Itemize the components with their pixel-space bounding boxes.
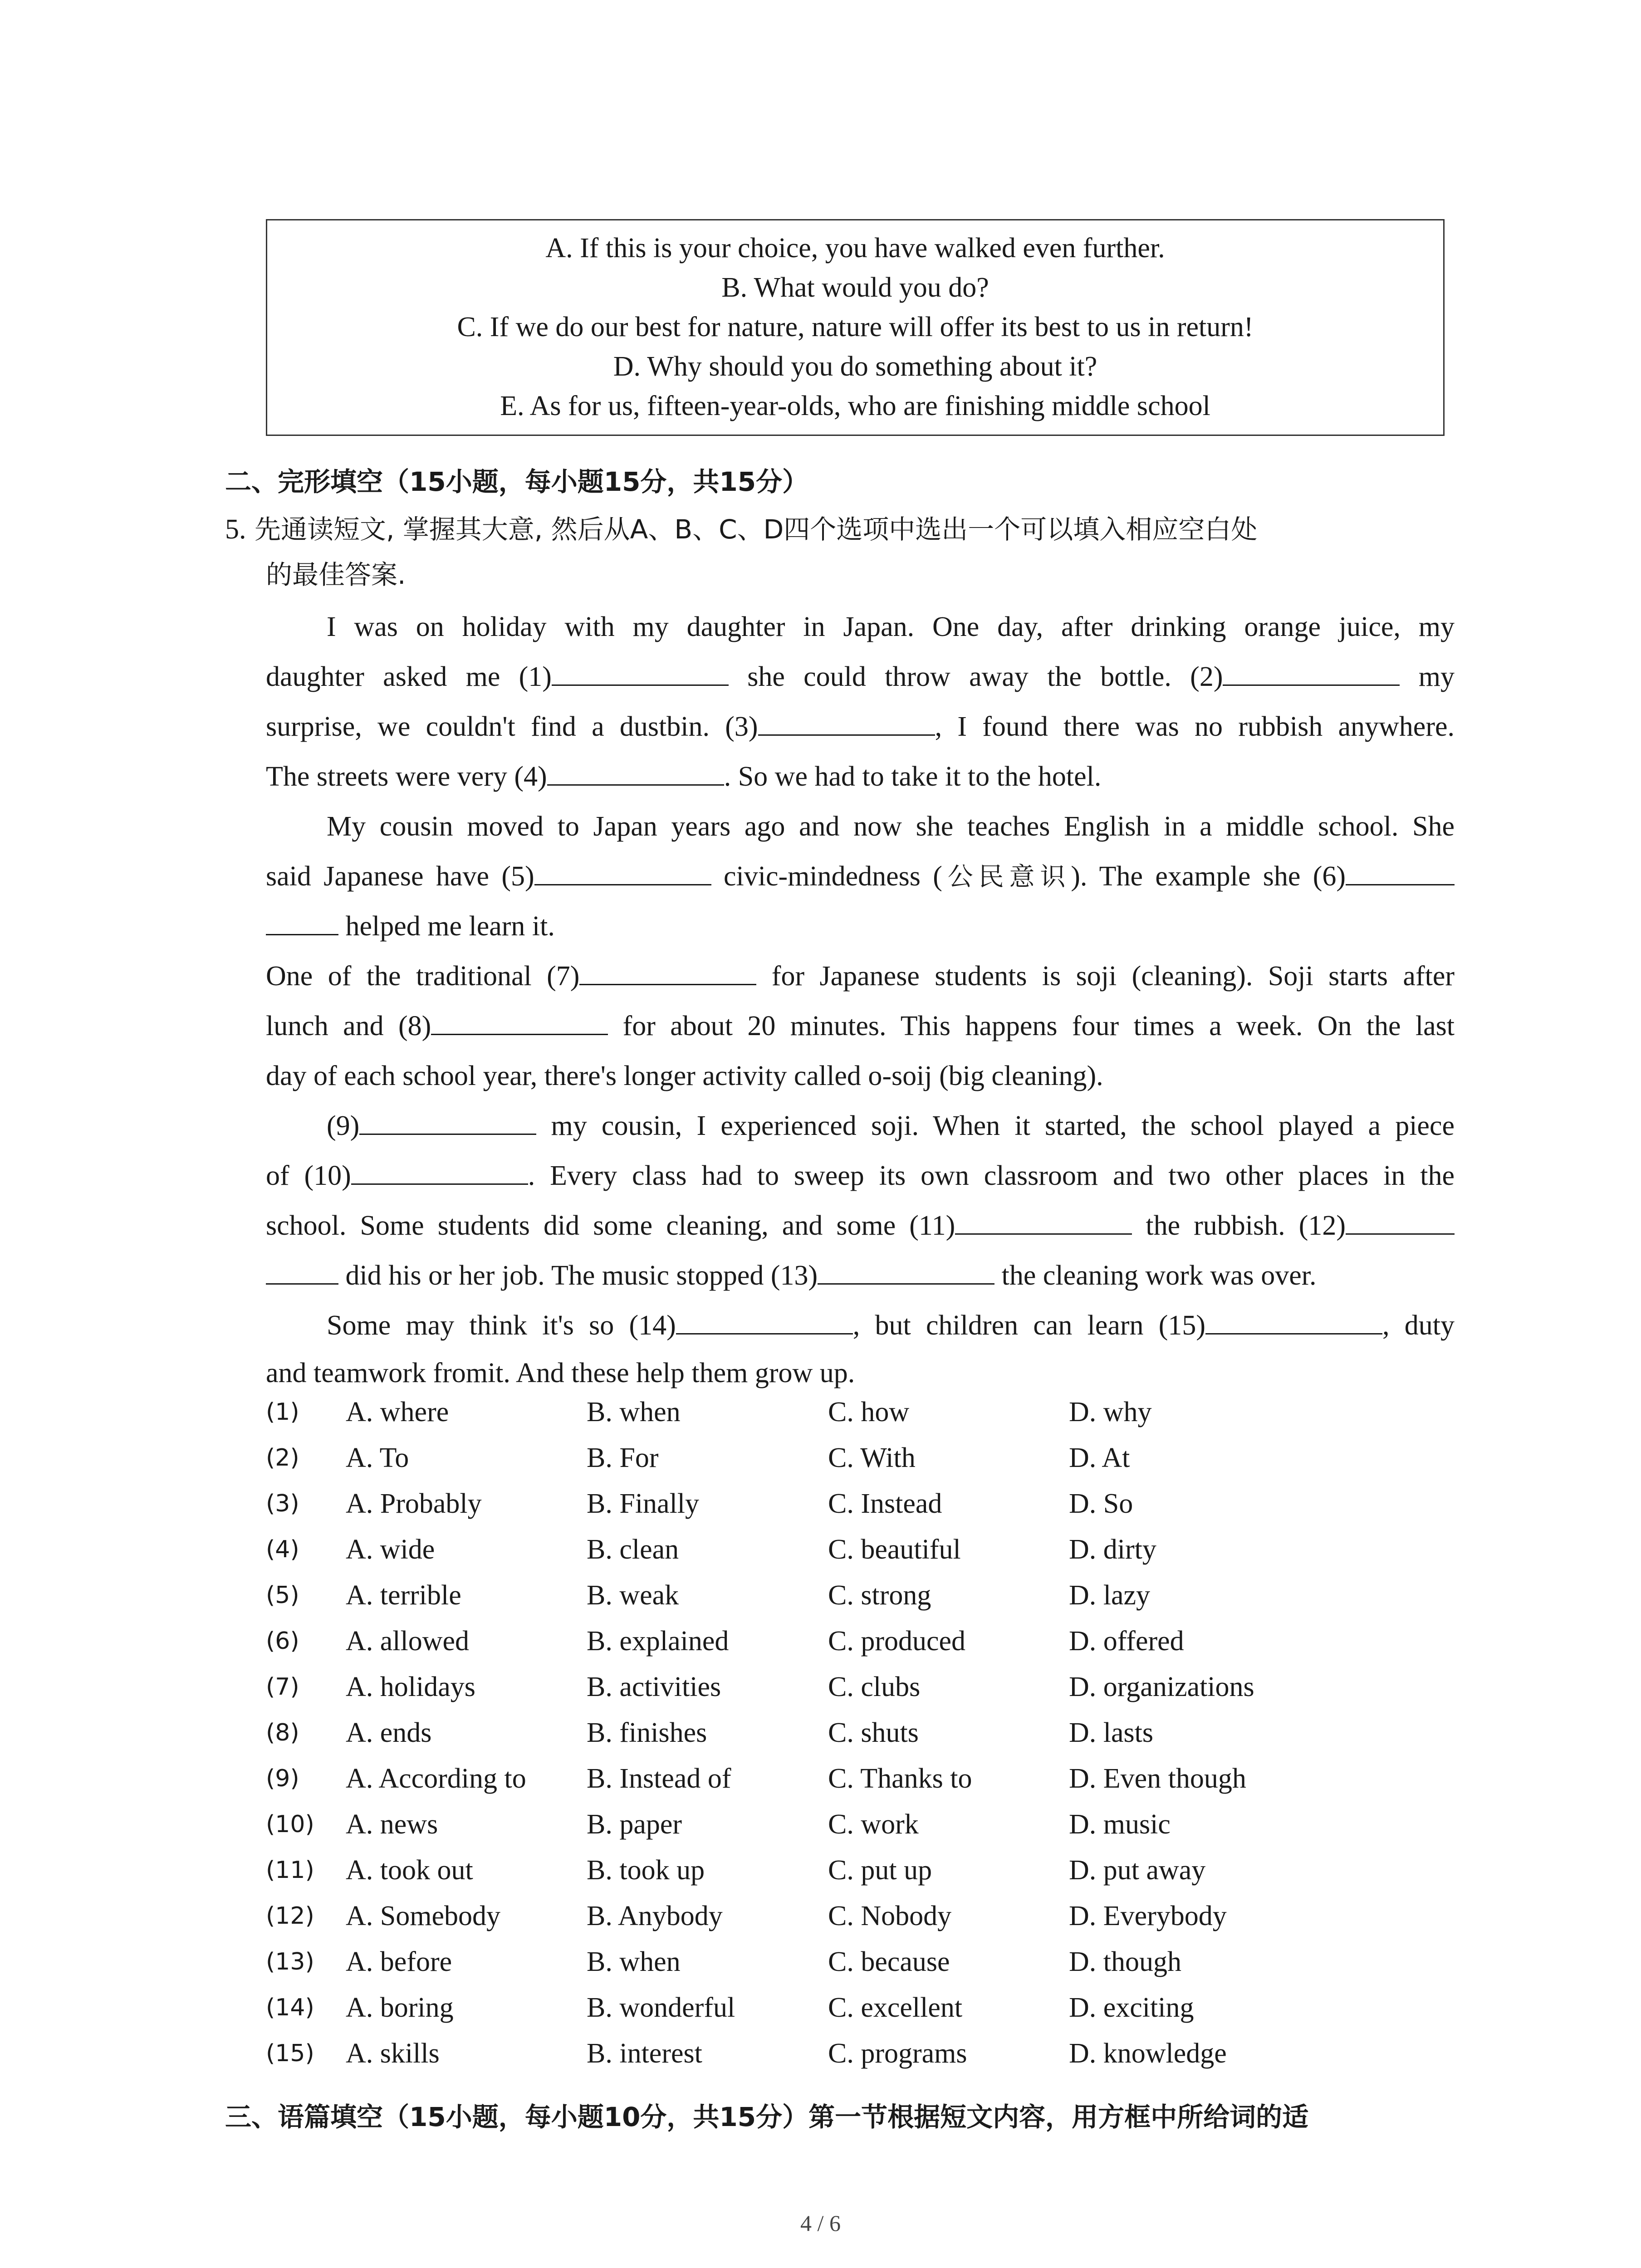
choice-option-a[interactable]: A. To <box>346 1442 409 1473</box>
blank-9[interactable] <box>359 1110 536 1135</box>
blank-14[interactable] <box>676 1310 853 1334</box>
passage-text: she could throw away the bottle. (2) <box>728 661 1223 692</box>
passage-text: my <box>1400 661 1455 692</box>
choice-question-number: (7) <box>266 1673 299 1701</box>
choice-row <box>266 1435 1491 1481</box>
passage-text: . Every class had to sweep its own classroom and two other places in the <box>528 1160 1455 1191</box>
passage-text: for Japanese students is soji (cleaning). Soji starts after <box>756 961 1455 992</box>
choice-row <box>266 1848 1491 1893</box>
passage-line <box>266 602 1455 652</box>
passage-text: My cousin moved to Japan years ago and now she teaches English in a middle school. She <box>327 811 1455 842</box>
passage-text-chinese: 公民意识 <box>942 862 1071 892</box>
section-heading-cloze: 二、完形填空（15小题，每小题15分，共15分） <box>225 466 809 497</box>
choice-option-b[interactable]: B. Finally <box>587 1488 700 1519</box>
passage-line <box>266 1001 1455 1051</box>
passage-text: . So we had to take it to the hotel. <box>724 761 1102 792</box>
option-line: A. If this is your choice, you have walked even further. <box>545 233 1165 264</box>
blank-6[interactable] <box>1346 860 1455 885</box>
blank-13[interactable] <box>818 1260 994 1285</box>
choice-option-b[interactable]: B. paper <box>587 1809 682 1840</box>
choice-option-a[interactable]: A. boring <box>346 1992 454 2023</box>
blank-7[interactable] <box>579 960 756 985</box>
choice-option-a[interactable]: A. took out <box>346 1855 473 1886</box>
passage-line <box>266 752 1455 802</box>
choice-option-d[interactable]: D. offered <box>1069 1626 1184 1657</box>
passage-text: school. Some students did some cleaning, and some (11) <box>266 1210 955 1241</box>
passage-text: and teamwork fromit. And these help them grow up. <box>266 1358 855 1388</box>
choice-option-b[interactable]: B. finishes <box>587 1717 707 1748</box>
passage-text: civic-mindedness ( <box>711 861 942 892</box>
choice-option-d[interactable]: D. Even though <box>1069 1763 1246 1794</box>
passage-text: One of the traditional (7) <box>266 961 580 992</box>
choice-question-number: (3) <box>266 1490 299 1517</box>
choice-option-a[interactable]: A. wide <box>346 1534 435 1565</box>
passage-line <box>266 1101 1455 1151</box>
choice-option-b[interactable]: B. explained <box>587 1626 729 1657</box>
passage-line <box>266 901 1455 951</box>
passage-text: daughter asked me (1) <box>266 661 552 692</box>
choice-option-d[interactable]: D. why <box>1069 1397 1152 1427</box>
passage-text: ). The example she (6) <box>1071 861 1346 892</box>
choice-row <box>266 1756 1491 1802</box>
blank-5[interactable] <box>534 860 711 885</box>
sentence-options-box <box>266 219 1445 436</box>
blank-8[interactable] <box>431 1010 608 1035</box>
choice-question-number: (13) <box>266 1948 314 1975</box>
choice-row <box>266 1527 1491 1573</box>
instruction-text: 先通读短文, 掌握其大意, 然后从A、B、C、D四个选项中选出一个可以填入相应空白处 <box>254 514 1258 545</box>
choice-row <box>266 1939 1491 1985</box>
choice-option-a[interactable]: A. allowed <box>346 1626 470 1657</box>
option-line: E. As for us, fifteen-year-olds, who are finishing middle school <box>500 391 1210 421</box>
choice-option-c[interactable]: C. strong <box>828 1580 931 1611</box>
choice-option-d[interactable]: D. lasts <box>1069 1717 1153 1748</box>
choice-row <box>266 1573 1491 1618</box>
choice-option-c[interactable]: C. put up <box>828 1855 932 1886</box>
choice-question-number: (5) <box>266 1582 299 1609</box>
choice-row <box>266 1618 1491 1664</box>
choice-option-c[interactable]: C. Thanks to <box>828 1763 972 1794</box>
choice-option-c[interactable]: C. programs <box>828 2038 967 2069</box>
choice-option-d[interactable]: D. though <box>1069 1946 1181 1977</box>
answer-choices <box>266 1389 1491 2077</box>
choice-option-a[interactable]: A. holidays <box>346 1672 475 1702</box>
choice-option-a[interactable]: A. where <box>346 1397 449 1427</box>
choice-row <box>266 1802 1491 1848</box>
choice-option-b[interactable]: B. activities <box>587 1672 721 1702</box>
choice-option-a[interactable]: A. terrible <box>346 1580 461 1611</box>
passage-text: said Japanese have (5) <box>266 861 534 892</box>
passage-line <box>266 951 1455 1001</box>
blank-12-cont[interactable] <box>266 1260 338 1285</box>
blank-4[interactable] <box>547 761 724 786</box>
choice-question-number: (8) <box>266 1719 299 1746</box>
choice-option-d[interactable]: D. At <box>1069 1442 1130 1473</box>
choice-option-b[interactable]: B. took up <box>587 1855 705 1886</box>
choice-option-a[interactable]: A. ends <box>346 1717 432 1748</box>
passage-text: the rubbish. (12) <box>1132 1210 1346 1241</box>
choice-option-a[interactable]: A. Somebody <box>346 1901 500 1931</box>
passage-line <box>266 702 1455 752</box>
choice-option-c[interactable]: C. how <box>828 1397 910 1427</box>
passage-line <box>266 1251 1455 1300</box>
choice-question-number: (14) <box>266 1994 314 2021</box>
option-line: B. What would you do? <box>721 272 989 303</box>
choice-option-b[interactable]: B. when <box>587 1397 681 1427</box>
blank-3[interactable] <box>758 711 935 736</box>
choice-option-d[interactable]: D. lazy <box>1069 1580 1151 1611</box>
choice-option-d[interactable]: D. So <box>1069 1488 1133 1519</box>
choice-row <box>266 1893 1491 1939</box>
passage-text: (9) <box>327 1110 360 1141</box>
choice-question-number: (10) <box>266 1811 314 1838</box>
choice-option-c[interactable]: C. shuts <box>828 1717 919 1748</box>
passage-text: , but children can learn (15) <box>852 1310 1206 1341</box>
choice-option-b[interactable]: B. when <box>587 1946 681 1977</box>
passage-text: , I found there was no rubbish anywhere. <box>935 711 1455 742</box>
question-number: 5. <box>225 514 246 545</box>
passage-text: for about 20 minutes. This happens four times a week. On the last <box>608 1011 1455 1041</box>
passage-text: surprise, we couldn't find a dustbin. (3) <box>266 711 758 742</box>
choice-option-d[interactable]: D. put away <box>1069 1855 1206 1886</box>
choice-option-c[interactable]: C. Instead <box>828 1488 942 1519</box>
passage-text: did his or her job. The music stopped (13) <box>338 1260 818 1291</box>
choice-question-number: (12) <box>266 1902 314 1930</box>
instruction-text-cont: 的最佳答案. <box>266 559 406 590</box>
choice-row <box>266 1710 1491 1756</box>
passage-text: I was on holiday with my daughter in Japan. One day, after drinking orange juice, my <box>327 611 1455 642</box>
blank-1[interactable] <box>552 661 729 686</box>
option-line: D. Why should you do something about it? <box>613 351 1097 382</box>
section-heading-passage-fill: 三、语篇填空（15小题，每小题10分，共15分）第一节根据短文内容，用方框中所给词的适 <box>225 2102 1309 2132</box>
choice-option-d[interactable]: D. exciting <box>1069 1992 1194 2023</box>
choice-option-c[interactable]: C. With <box>828 1442 916 1473</box>
option-line: C. If we do our best for nature, nature will offer its best to us in return! <box>457 312 1254 342</box>
choice-question-number: (11) <box>266 1857 314 1884</box>
cloze-passage <box>266 602 1455 1396</box>
choice-option-a[interactable]: A. before <box>346 1946 452 1977</box>
choice-row <box>266 2031 1491 2077</box>
choice-option-c[interactable]: C. Nobody <box>828 1901 952 1931</box>
choice-option-c[interactable]: C. work <box>828 1809 919 1840</box>
choice-row <box>266 1985 1491 2031</box>
choice-row <box>266 1481 1491 1527</box>
passage-line <box>266 652 1455 702</box>
passage-text: helped me learn it. <box>338 911 555 942</box>
blank-12[interactable] <box>1346 1210 1455 1235</box>
passage-line <box>266 1151 1455 1201</box>
choice-question-number: (1) <box>266 1398 299 1426</box>
choice-option-a[interactable]: A. According to <box>346 1763 526 1794</box>
passage-text: my cousin, I experienced soji. When it started, the school played a piece <box>536 1110 1455 1141</box>
choice-option-a[interactable]: A. skills <box>346 2038 440 2069</box>
blank-11[interactable] <box>955 1210 1132 1235</box>
choice-question-number: (9) <box>266 1765 299 1792</box>
choice-option-d[interactable]: D. music <box>1069 1809 1171 1840</box>
choice-option-c[interactable]: C. beautiful <box>828 1534 961 1565</box>
blank-15[interactable] <box>1205 1310 1382 1334</box>
passage-line <box>266 1201 1455 1251</box>
passage-text: of (10) <box>266 1160 351 1191</box>
passage-text: lunch and (8) <box>266 1011 431 1041</box>
choice-option-c[interactable]: C. because <box>828 1946 950 1977</box>
choice-option-b[interactable]: B. wonderful <box>587 1992 735 2023</box>
blank-2[interactable] <box>1223 661 1400 686</box>
passage-text: Some may think it's so (14) <box>327 1310 676 1341</box>
choice-option-b[interactable]: B. weak <box>587 1580 679 1611</box>
choice-row <box>266 1389 1491 1435</box>
passage-text: day of each school year, there's longer activity called o-soij (big cleaning). <box>266 1061 1103 1091</box>
choice-option-c[interactable]: C. clubs <box>828 1672 921 1702</box>
choice-row <box>266 1664 1491 1710</box>
passage-line <box>266 802 1455 851</box>
choice-option-a[interactable]: A. Probably <box>346 1488 482 1519</box>
passage-line <box>266 1300 1455 1350</box>
choice-question-number: (4) <box>266 1536 299 1563</box>
choice-option-b[interactable]: B. interest <box>587 2038 702 2069</box>
passage-line <box>266 1350 1455 1396</box>
choice-option-b[interactable]: B. Instead of <box>587 1763 731 1794</box>
choice-option-d[interactable]: D. organizations <box>1069 1672 1254 1702</box>
passage-line <box>266 851 1455 901</box>
choice-option-a[interactable]: A. news <box>346 1809 438 1840</box>
choice-option-d[interactable]: D. dirty <box>1069 1534 1156 1565</box>
choice-option-c[interactable]: C. excellent <box>828 1992 963 2023</box>
choice-question-number: (6) <box>266 1628 299 1655</box>
blank-6-cont[interactable] <box>266 910 338 935</box>
choice-option-d[interactable]: D. knowledge <box>1069 2038 1227 2069</box>
choice-option-c[interactable]: C. produced <box>828 1626 966 1657</box>
choice-question-number: (2) <box>266 1444 299 1471</box>
passage-text: The streets were very (4) <box>266 761 547 792</box>
blank-10[interactable] <box>351 1160 528 1185</box>
choice-option-b[interactable]: B. clean <box>587 1534 679 1565</box>
page-number: 4 / 6 <box>800 2210 841 2236</box>
passage-line <box>266 1051 1455 1101</box>
passage-text: , duty <box>1382 1310 1455 1341</box>
question-instruction <box>225 509 1257 550</box>
choice-option-b[interactable]: B. For <box>587 1442 659 1473</box>
choice-option-b[interactable]: B. Anybody <box>587 1901 723 1931</box>
choice-question-number: (15) <box>266 2040 314 2067</box>
choice-option-d[interactable]: D. Everybody <box>1069 1901 1227 1931</box>
passage-text: the cleaning work was over. <box>994 1260 1317 1291</box>
